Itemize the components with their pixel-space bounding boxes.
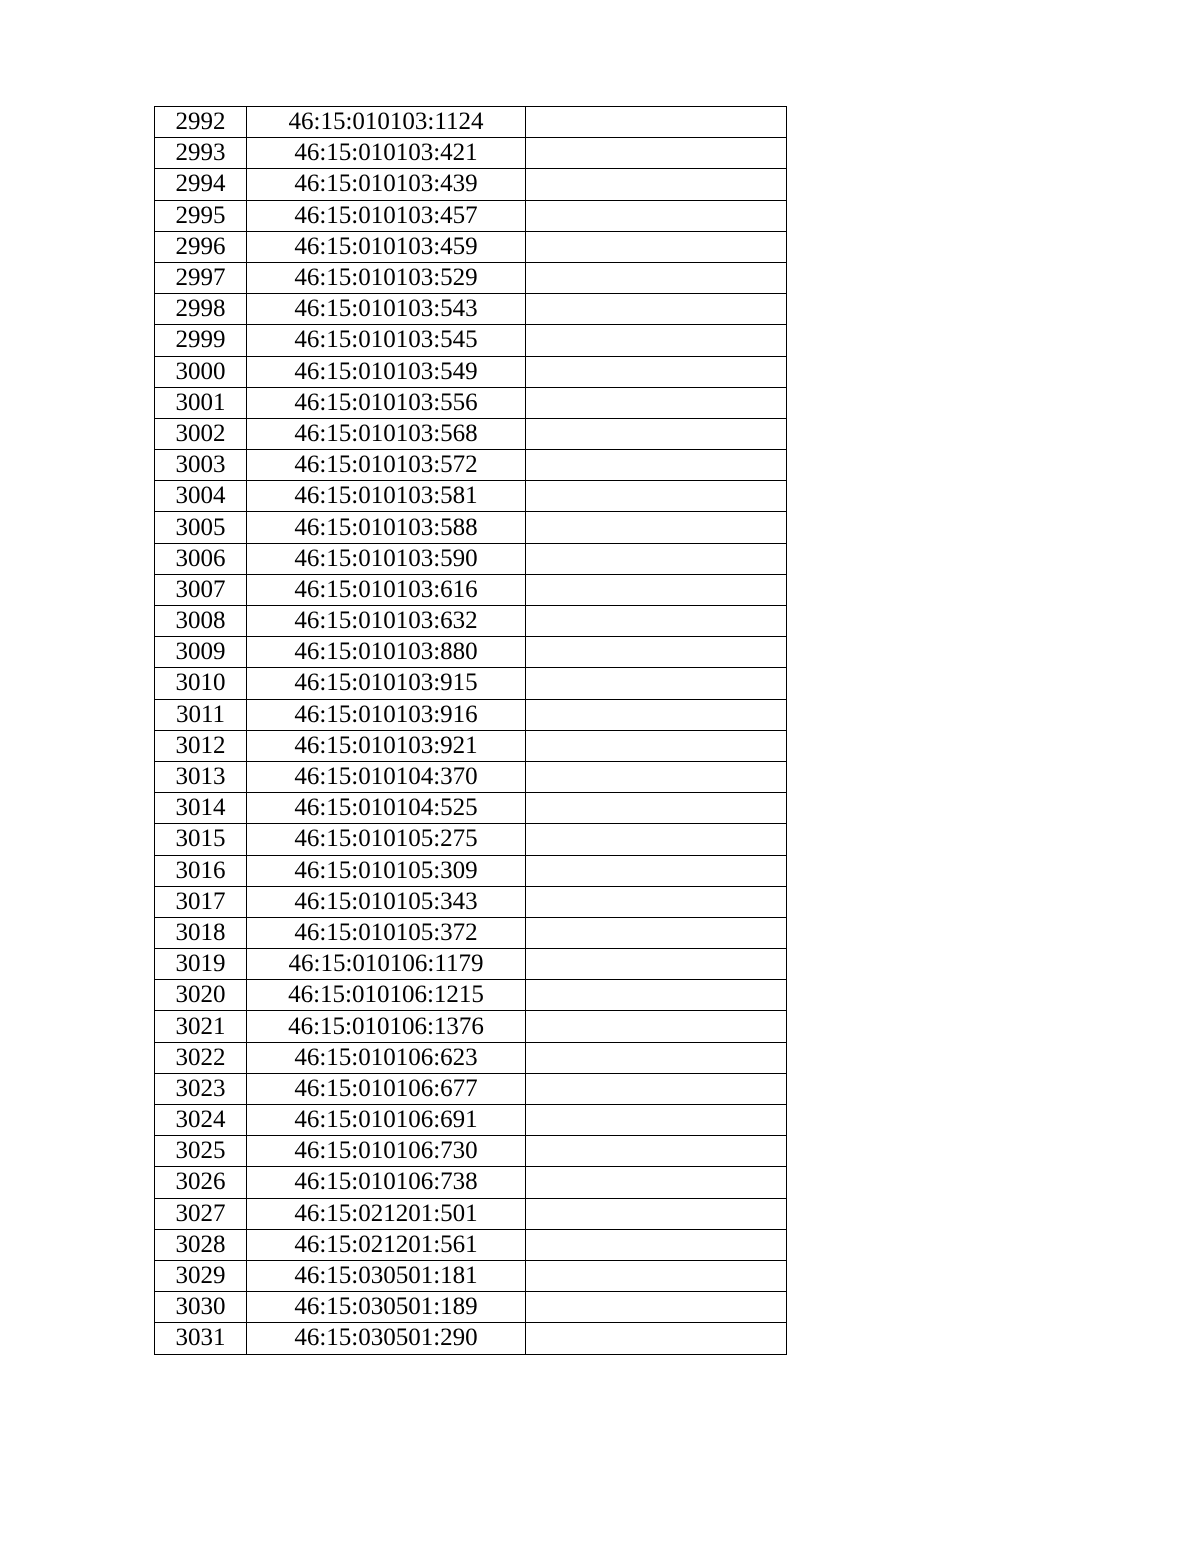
cadastral-number-cell: 46:15:021201:501 bbox=[247, 1198, 526, 1229]
row-number-cell: 3018 bbox=[155, 917, 247, 948]
table-row bbox=[155, 886, 787, 917]
cadastral-number-cell: 46:15:010106:730 bbox=[247, 1136, 526, 1167]
table-row bbox=[155, 450, 787, 481]
table-row bbox=[155, 824, 787, 855]
table-row bbox=[155, 294, 787, 325]
empty-note-cell bbox=[526, 761, 787, 792]
row-number-cell: 3002 bbox=[155, 418, 247, 449]
table-row bbox=[155, 855, 787, 886]
row-number-cell: 2993 bbox=[155, 138, 247, 169]
cadastral-number-cell: 46:15:021201:561 bbox=[247, 1229, 526, 1260]
empty-note-cell bbox=[526, 793, 787, 824]
empty-note-cell bbox=[526, 886, 787, 917]
empty-note-cell bbox=[526, 980, 787, 1011]
empty-note-cell bbox=[526, 481, 787, 512]
empty-note-cell bbox=[526, 418, 787, 449]
cadastral-number-cell: 46:15:010106:738 bbox=[247, 1167, 526, 1198]
table-row bbox=[155, 325, 787, 356]
row-number-cell: 3009 bbox=[155, 637, 247, 668]
cadastral-number-cell: 46:15:010103:545 bbox=[247, 325, 526, 356]
row-number-cell: 3022 bbox=[155, 1042, 247, 1073]
table-row bbox=[155, 1260, 787, 1291]
cadastral-table bbox=[154, 106, 787, 1355]
cadastral-number-cell: 46:15:010103:457 bbox=[247, 200, 526, 231]
cadastral-number-cell: 46:15:010103:529 bbox=[247, 262, 526, 293]
table-row bbox=[155, 606, 787, 637]
empty-note-cell bbox=[526, 387, 787, 418]
cadastral-number-cell: 46:15:030501:189 bbox=[247, 1292, 526, 1323]
table-row bbox=[155, 481, 787, 512]
table-row bbox=[155, 387, 787, 418]
table-row bbox=[155, 668, 787, 699]
row-number-cell: 3001 bbox=[155, 387, 247, 418]
cadastral-number-cell: 46:15:010105:275 bbox=[247, 824, 526, 855]
empty-note-cell bbox=[526, 637, 787, 668]
empty-note-cell bbox=[526, 574, 787, 605]
cadastral-number-cell: 46:15:010106:1376 bbox=[247, 1011, 526, 1042]
row-number-cell: 3024 bbox=[155, 1105, 247, 1136]
row-number-cell: 2998 bbox=[155, 294, 247, 325]
empty-note-cell bbox=[526, 543, 787, 574]
row-number-cell: 3006 bbox=[155, 543, 247, 574]
row-number-cell: 3012 bbox=[155, 730, 247, 761]
row-number-cell: 2999 bbox=[155, 325, 247, 356]
table-row bbox=[155, 1042, 787, 1073]
cadastral-number-cell: 46:15:010105:372 bbox=[247, 917, 526, 948]
table-row bbox=[155, 262, 787, 293]
empty-note-cell bbox=[526, 855, 787, 886]
table-row bbox=[155, 980, 787, 1011]
cadastral-number-cell: 46:15:010106:1215 bbox=[247, 980, 526, 1011]
table-row bbox=[155, 1167, 787, 1198]
row-number-cell: 3005 bbox=[155, 512, 247, 543]
table-row bbox=[155, 1292, 787, 1323]
table-row bbox=[155, 793, 787, 824]
cadastral-number-cell: 46:15:030501:290 bbox=[247, 1323, 526, 1354]
table-row bbox=[155, 512, 787, 543]
row-number-cell: 3003 bbox=[155, 450, 247, 481]
cadastral-number-cell: 46:15:030501:181 bbox=[247, 1260, 526, 1291]
cadastral-number-cell: 46:15:010103:921 bbox=[247, 730, 526, 761]
row-number-cell: 2994 bbox=[155, 169, 247, 200]
row-number-cell: 3008 bbox=[155, 606, 247, 637]
empty-note-cell bbox=[526, 138, 787, 169]
cadastral-number-cell: 46:15:010103:590 bbox=[247, 543, 526, 574]
row-number-cell: 3016 bbox=[155, 855, 247, 886]
table-body bbox=[155, 107, 787, 1355]
table-row bbox=[155, 1011, 787, 1042]
empty-note-cell bbox=[526, 262, 787, 293]
table-row bbox=[155, 231, 787, 262]
cadastral-number-cell: 46:15:010103:632 bbox=[247, 606, 526, 637]
row-number-cell: 3004 bbox=[155, 481, 247, 512]
row-number-cell: 3031 bbox=[155, 1323, 247, 1354]
row-number-cell: 3020 bbox=[155, 980, 247, 1011]
row-number-cell: 3013 bbox=[155, 761, 247, 792]
cadastral-number-cell: 46:15:010106:691 bbox=[247, 1105, 526, 1136]
empty-note-cell bbox=[526, 356, 787, 387]
cadastral-number-cell: 46:15:010103:916 bbox=[247, 699, 526, 730]
empty-note-cell bbox=[526, 1198, 787, 1229]
cadastral-number-cell: 46:15:010103:1124 bbox=[247, 107, 526, 138]
cadastral-number-cell: 46:15:010103:568 bbox=[247, 418, 526, 449]
table-row bbox=[155, 356, 787, 387]
table-row bbox=[155, 1105, 787, 1136]
cadastral-number-cell: 46:15:010103:543 bbox=[247, 294, 526, 325]
empty-note-cell bbox=[526, 231, 787, 262]
table-row bbox=[155, 1073, 787, 1104]
empty-note-cell bbox=[526, 1260, 787, 1291]
row-number-cell: 2996 bbox=[155, 231, 247, 262]
empty-note-cell bbox=[526, 1042, 787, 1073]
table-row bbox=[155, 730, 787, 761]
empty-note-cell bbox=[526, 294, 787, 325]
row-number-cell: 3007 bbox=[155, 574, 247, 605]
empty-note-cell bbox=[526, 1167, 787, 1198]
empty-note-cell bbox=[526, 824, 787, 855]
empty-note-cell bbox=[526, 169, 787, 200]
table-row bbox=[155, 574, 787, 605]
cadastral-number-cell: 46:15:010103:549 bbox=[247, 356, 526, 387]
table-row bbox=[155, 418, 787, 449]
empty-note-cell bbox=[526, 1323, 787, 1354]
row-number-cell: 3017 bbox=[155, 886, 247, 917]
empty-note-cell bbox=[526, 699, 787, 730]
row-number-cell: 3000 bbox=[155, 356, 247, 387]
cadastral-number-cell: 46:15:010104:370 bbox=[247, 761, 526, 792]
row-number-cell: 2997 bbox=[155, 262, 247, 293]
table-row bbox=[155, 1229, 787, 1260]
row-number-cell: 3014 bbox=[155, 793, 247, 824]
table-row bbox=[155, 107, 787, 138]
empty-note-cell bbox=[526, 325, 787, 356]
cadastral-number-cell: 46:15:010103:915 bbox=[247, 668, 526, 699]
table-row bbox=[155, 761, 787, 792]
cadastral-number-cell: 46:15:010103:616 bbox=[247, 574, 526, 605]
table-row bbox=[155, 543, 787, 574]
cadastral-number-cell: 46:15:010103:459 bbox=[247, 231, 526, 262]
cadastral-number-cell: 46:15:010105:343 bbox=[247, 886, 526, 917]
row-number-cell: 3028 bbox=[155, 1229, 247, 1260]
row-number-cell: 3015 bbox=[155, 824, 247, 855]
empty-note-cell bbox=[526, 1292, 787, 1323]
empty-note-cell bbox=[526, 949, 787, 980]
row-number-cell: 3021 bbox=[155, 1011, 247, 1042]
empty-note-cell bbox=[526, 1136, 787, 1167]
empty-note-cell bbox=[526, 107, 787, 138]
cadastral-number-cell: 46:15:010106:1179 bbox=[247, 949, 526, 980]
row-number-cell: 3026 bbox=[155, 1167, 247, 1198]
cadastral-number-cell: 46:15:010103:572 bbox=[247, 450, 526, 481]
row-number-cell: 3027 bbox=[155, 1198, 247, 1229]
row-number-cell: 3019 bbox=[155, 949, 247, 980]
cadastral-number-cell: 46:15:010103:588 bbox=[247, 512, 526, 543]
row-number-cell: 3029 bbox=[155, 1260, 247, 1291]
table-row bbox=[155, 1323, 787, 1354]
cadastral-number-cell: 46:15:010103:581 bbox=[247, 481, 526, 512]
table-row bbox=[155, 169, 787, 200]
empty-note-cell bbox=[526, 1073, 787, 1104]
row-number-cell: 3025 bbox=[155, 1136, 247, 1167]
row-number-cell: 3011 bbox=[155, 699, 247, 730]
table-row bbox=[155, 949, 787, 980]
table-row bbox=[155, 138, 787, 169]
table-row bbox=[155, 637, 787, 668]
row-number-cell: 3023 bbox=[155, 1073, 247, 1104]
cadastral-number-cell: 46:15:010106:677 bbox=[247, 1073, 526, 1104]
empty-note-cell bbox=[526, 917, 787, 948]
cadastral-number-cell: 46:15:010105:309 bbox=[247, 855, 526, 886]
empty-note-cell bbox=[526, 1011, 787, 1042]
cadastral-number-cell: 46:15:010106:623 bbox=[247, 1042, 526, 1073]
cadastral-number-cell: 46:15:010103:439 bbox=[247, 169, 526, 200]
empty-note-cell bbox=[526, 1229, 787, 1260]
row-number-cell: 3030 bbox=[155, 1292, 247, 1323]
cadastral-number-cell: 46:15:010104:525 bbox=[247, 793, 526, 824]
empty-note-cell bbox=[526, 450, 787, 481]
empty-note-cell bbox=[526, 512, 787, 543]
empty-note-cell bbox=[526, 730, 787, 761]
empty-note-cell bbox=[526, 1105, 787, 1136]
empty-note-cell bbox=[526, 668, 787, 699]
table-row bbox=[155, 1198, 787, 1229]
cadastral-number-cell: 46:15:010103:421 bbox=[247, 138, 526, 169]
table-row bbox=[155, 200, 787, 231]
empty-note-cell bbox=[526, 200, 787, 231]
row-number-cell: 2992 bbox=[155, 107, 247, 138]
row-number-cell: 3010 bbox=[155, 668, 247, 699]
cadastral-number-cell: 46:15:010103:880 bbox=[247, 637, 526, 668]
cadastral-number-cell: 46:15:010103:556 bbox=[247, 387, 526, 418]
table-row bbox=[155, 699, 787, 730]
empty-note-cell bbox=[526, 606, 787, 637]
row-number-cell: 2995 bbox=[155, 200, 247, 231]
table-row bbox=[155, 1136, 787, 1167]
table-row bbox=[155, 917, 787, 948]
